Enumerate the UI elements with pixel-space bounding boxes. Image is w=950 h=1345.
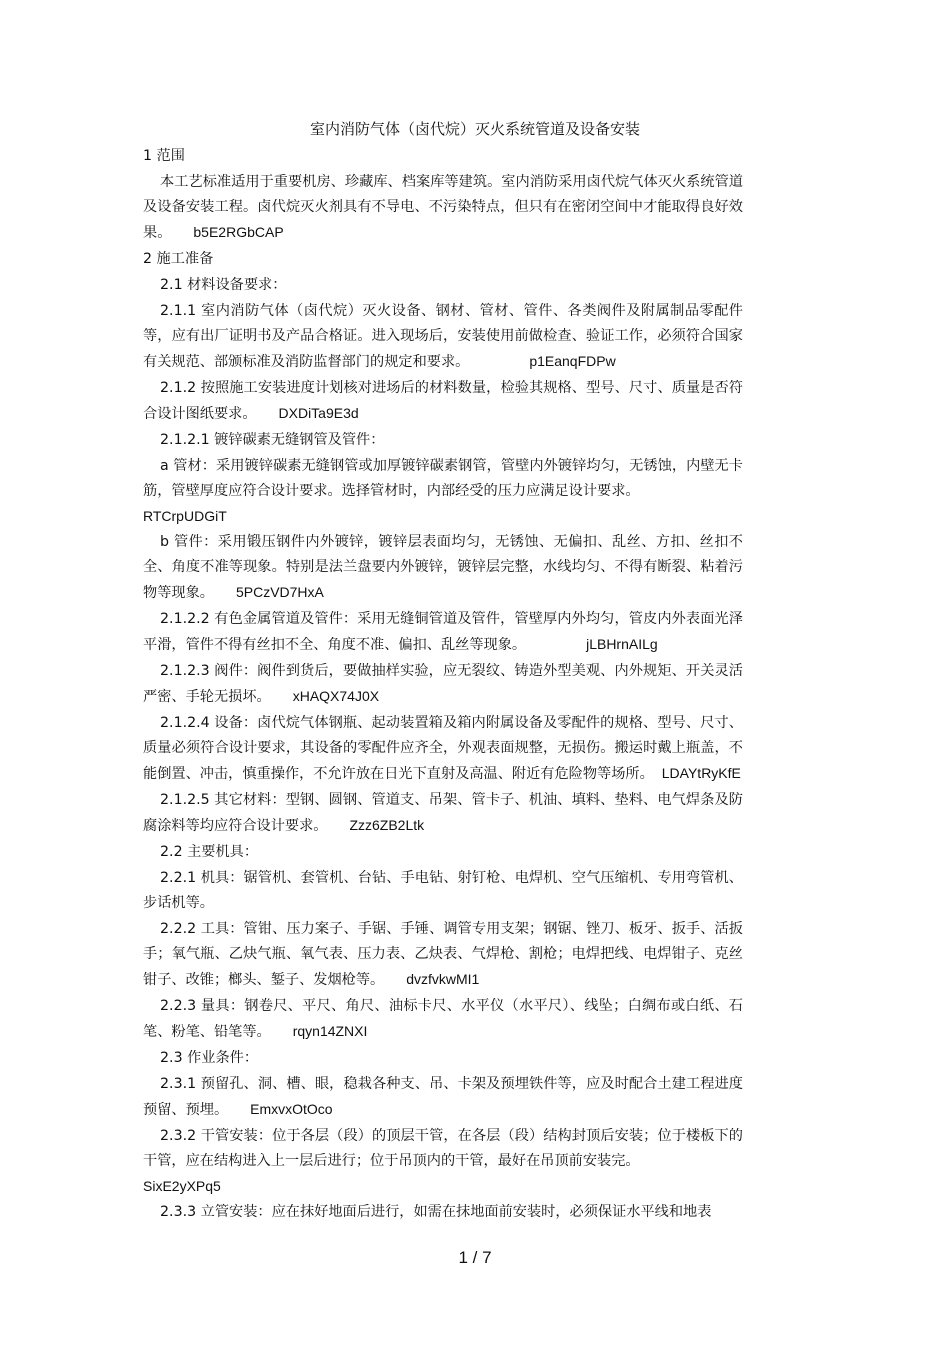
section-2-1-2-3-paragraph xyxy=(143,659,743,710)
section-2-heading: 2 施工准备 xyxy=(143,251,214,267)
document-body xyxy=(143,144,743,1226)
paragraph-text: 本工艺标准适用于重要机房、珍藏库、档案库等建筑。室内消防采用卤代烷气体灭火系统管道及设备安装工程。卤代烷灭火剂具有不导电、不污染特点，但只有在密闭空间中才能取得良好效果。 xyxy=(143,174,743,241)
paragraph-code: rqyn14ZNXI xyxy=(292,1023,368,1039)
paragraph-text: 2.1.1 室内消防气体（卤代烷）灭火设备、钢材、管材、管件、各类阀件及附属制品零配件等，应有出厂证明书及产品合格证。进入现场后，安装使用前做检查、验证工作，必须符合国家有关规范、部颁标准及消防监督部门的规定和要求。 xyxy=(143,303,743,370)
section-2-3-1-paragraph xyxy=(143,1072,743,1123)
section-2-2-heading: 2.2 主要机具： xyxy=(160,844,259,860)
paragraph-text: a 管材：采用镀锌碳素无缝钢管或加厚镀锌碳素钢管，管壁内外镀锌均匀，无锈蚀，内壁无卡筋，管壁厚度应符合设计要求。选择管材时，内部经受的压力应满足设计要求。 xyxy=(143,458,743,499)
paragraph-code: EmxvxOtOco xyxy=(250,1101,333,1117)
paragraph-code: 5PCzVD7HxA xyxy=(235,584,324,600)
paragraph-text: 2.3.1 预留孔、洞、槽、眼，稳栽各种支、吊、卡架及预埋铁件等，应及时配合土建工程进度预留、预埋。 xyxy=(143,1076,743,1118)
paragraph-text: 2.1.2.3 阀件：阀件到货后，要做抽样实验，应无裂纹、铸造外型美观、内外规矩、开关灵活严密、手轮无损坏。 xyxy=(143,663,743,705)
paragraph-code: p1EanqFDPw xyxy=(529,353,616,369)
paragraph-text: b 管件：采用锻压钢件内外镀锌，镀锌层表面均匀，无锈蚀、无偏扣、乱丝、方扣、丝扣不全、角度不准等现象。特别是法兰盘要内外镀锌，镀锌层完整，水线均匀、不得有断裂、粘着污物等现象。 xyxy=(143,534,743,601)
paragraph-code: RTCrpUDGiT xyxy=(143,508,227,524)
section-2-1-2-1-a-paragraph xyxy=(143,454,743,529)
paragraph-code: b5E2RGbCAP xyxy=(193,224,284,240)
paragraph-code: DXDiTa9E3d xyxy=(278,405,359,421)
section-2-3-2-paragraph xyxy=(143,1124,743,1199)
paragraph-code: SixE2yXPq5 xyxy=(143,1178,221,1194)
paragraph-code: LDAYtRyKfE xyxy=(661,765,741,781)
section-2-3-3-paragraph: 2.3.3 立管安装：应在抹好地面后进行，如需在抹地面前安装时，必须保证水平线和地表 xyxy=(160,1204,712,1220)
paragraph-text: 2.2.2 工具：管钳、压力案子、手锯、手锤、调管专用支架；钢锯、锉刀、板牙、扳手、活扳手；氧气瓶、乙炔气瓶、氧气表、压力表、乙炔表、气焊枪、割枪；电焊把线、电焊钳子、克丝钳子、改锥；榔头、錾子、发烟枪等。 xyxy=(143,921,743,988)
section-2-2-2-paragraph xyxy=(143,917,743,993)
paragraph-code: Zzz6ZB2Ltk xyxy=(349,817,425,833)
section-2-3-heading: 2.3 作业条件： xyxy=(160,1050,259,1066)
section-2-1-2-paragraph xyxy=(143,376,743,427)
paragraph-code: jLBHrnAILg xyxy=(586,636,658,652)
document-title: 室内消防气体（卤代烷）灭火系统管道及设备安装 xyxy=(309,120,640,138)
paragraph-text: 2.3.2 干管安装：位于各层（段）的顶层干管，在各层（段）结构封顶后安装；位于楼板下的干管，应在结构进入上一层后进行；位于吊顶内的干管，最好在吊顶前安装完。 xyxy=(143,1128,743,1169)
section-2-1-2-2-paragraph xyxy=(143,607,743,658)
paragraph-text: 2.1.2.5 其它材料：型钢、圆钢、管道支、吊架、管卡子、机油、填料、垫料、电气焊条及防腐涂料等均应符合设计要求。 xyxy=(143,792,743,834)
paragraph-text: 2.1.2.4 设备：卤代烷气体钢瓶、起动装置箱及箱内附属设备及零配件的规格、型号、尺寸、质量必须符合设计要求，其设备的零配件应齐全，外观表面规整，无损伤。搬运时戴上瓶盖，不能倒置、冲击，慎重操作，不允许放在日光下直射及高温、附近有危险物等场所。 xyxy=(143,715,743,782)
section-2-1-2-5-paragraph xyxy=(143,788,743,839)
section-2-1-2-4-paragraph xyxy=(143,711,743,787)
paragraph-text: 2.1.2 按照施工安装进度计划核对进场后的材料数量，检验其规格、型号、尺寸、质量是否符合设计图纸要求。 xyxy=(143,380,743,422)
section-2-1-1-paragraph xyxy=(143,299,743,375)
paragraph-text: 2.1.2.2 有色金属管道及管件：采用无缝铜管道及管件，管壁厚内外均匀，管皮内外表面光泽平滑，管件不得有丝扣不全、角度不准、偏扣、乱丝等现象。 xyxy=(143,611,743,653)
section-2-1-heading: 2.1 材料设备要求： xyxy=(160,277,287,293)
paragraph-code: xHAQX74J0X xyxy=(292,688,380,704)
paragraph-text: 2.2.3 量具：钢卷尺、平尺、角尺、油标卡尺、水平仪（水平尺）、线坠；白绸布或白纸、石笔、粉笔、铅笔等。 xyxy=(143,998,743,1040)
section-2-2-1-paragraph: 2.2.1 机具：锯管机、套管机、台钻、手电钻、射钉枪、电焊机、空气压缩机、专用弯管机、步话机等。 xyxy=(143,870,743,911)
section-2-2-3-paragraph xyxy=(143,994,743,1045)
paragraph-code: dvzfvkwMI1 xyxy=(406,971,480,987)
page-number: 1 / 7 xyxy=(458,1248,492,1267)
section-1-heading: 1 范围 xyxy=(143,148,185,164)
section-2-1-2-1-b-paragraph xyxy=(143,530,743,606)
section-1-paragraph xyxy=(143,170,743,246)
section-2-1-2-1-heading: 2.1.2.1 镀锌碳素无缝钢管及管件： xyxy=(160,432,385,448)
